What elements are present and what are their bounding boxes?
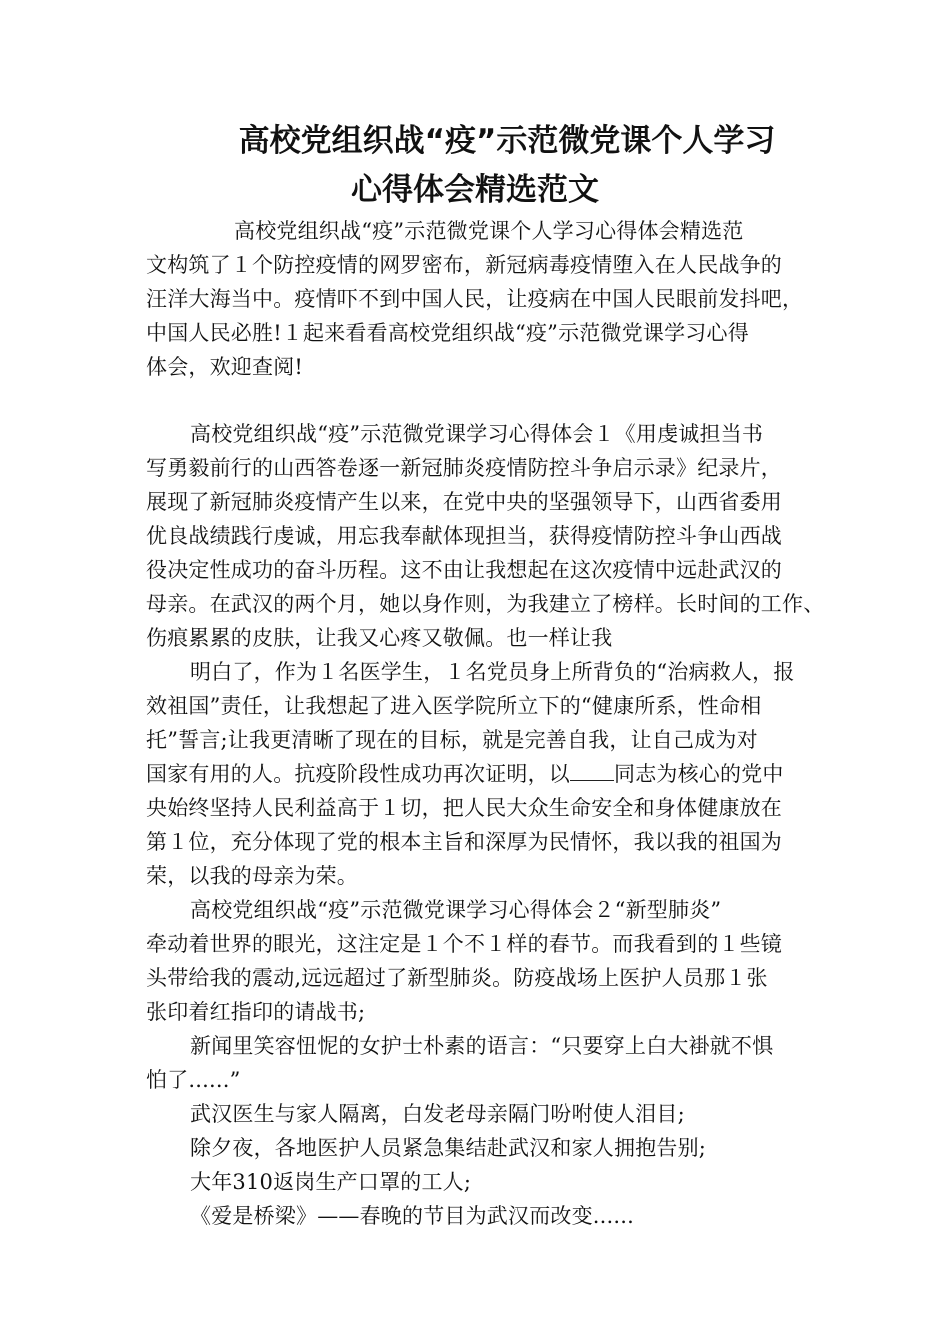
paragraph-line: 怕了......”	[146, 1068, 241, 1092]
paragraph-line: 荣，以我的母亲为荣。	[146, 864, 358, 888]
intro-line: 中国人民必胜!１起来看看高校党组织战“疫”示范微党课学习心得	[146, 321, 749, 345]
title-line-2: 心得体会精选范文	[351, 172, 599, 208]
paragraph-line: 牵动着世界的眼光，这注定是１个不１样的春节。而我看到的１些镜	[146, 932, 782, 956]
paragraph-line: 优良战绩践行虔诚，用忘我奉献体现担当，获得疫情防控斗争山西战	[146, 524, 782, 548]
paragraph-line: 《爱是桥梁》——春晚的节目为武汉而改变......	[190, 1204, 635, 1228]
paragraph-line: 高校党组织战“疫”示范微党课学习心得体会１《用虔诚担当书	[190, 422, 764, 446]
paragraph-line: 役决定性成功的奋斗历程。这不由让我想起在这次疫情中远赴武汉的	[146, 558, 782, 582]
intro-line: 高校党组织战“疫”示范微党课个人学习心得体会精选范	[234, 219, 744, 243]
paragraph-line: 第１位，充分体现了党的根本主旨和深厚为民情怀，我以我的祖国为	[146, 830, 782, 854]
paragraph-line: 写勇毅前行的山西答卷逐一新冠肺炎疫情防控斗争启示录》纪录片，	[146, 456, 782, 480]
paragraph-text: 国家有用的人。抗疫阶段性成功再次证明，以	[146, 762, 570, 786]
title-line-1: 高校党组织战“疫”示范微党课个人学习	[238, 123, 776, 159]
paragraph-line: 托”誓言;让我更清晰了现在的目标，就是完善自我，让自己成为对	[146, 728, 758, 752]
paragraph-line: 高校党组织战“疫”示范微党课学习心得体会２“新型肺炎”	[190, 898, 722, 922]
paragraph-line: 头带给我的震动,远远超过了新型肺炎。防疫战场上医护人员那１张	[146, 966, 768, 990]
paragraph-line: 伤痕累累的皮肤，让我又心疼又敬佩。也一样让我	[146, 626, 613, 650]
paragraph-line: 母亲。在武汉的两个月，她以身作则，为我建立了榜样。长时间的工作、	[146, 592, 825, 616]
paragraph-line: 效祖国”责任，让我想起了进入医学院所立下的“健康所系，性命相	[146, 694, 762, 718]
paragraph-line	[146, 760, 784, 788]
paragraph-line: 张印着红指印的请战书;	[146, 1000, 366, 1024]
paragraph-line: 武汉医生与家人隔离，白发老母亲隔门吩咐使人泪目;	[190, 1102, 685, 1126]
intro-line: 体会，欢迎查阅!	[146, 355, 304, 379]
paragraph-line: 央始终坚持人民利益高于１切，把人民大众生命安全和身体健康放在	[146, 796, 782, 820]
paragraph-text: 同志为核心的党中	[614, 762, 784, 786]
blank-underline	[570, 762, 614, 781]
paragraph-line: 新闻里笑容忸怩的女护士朴素的语言：“只要穿上白大褂就不惧	[190, 1034, 774, 1058]
paragraph-line: 大年310返岗生产口罩的工人;	[190, 1170, 472, 1194]
intro-line: 汪洋大海当中。疫情吓不到中国人民，让疫病在中国人民眼前发抖吧，	[146, 287, 804, 311]
paragraph-line: 明白了，作为１名医学生，１名党员身上所背负的“治病救人，报	[190, 660, 795, 684]
paragraph-line: 除夕夜，各地医护人员紧急集结赴武汉和家人拥抱告别;	[190, 1136, 707, 1160]
paragraph-line: 展现了新冠肺炎疫情产生以来，在党中央的坚强领导下，山西省委用	[146, 490, 782, 514]
intro-line: 文构筑了１个防控疫情的网罗密布，新冠病毒疫情堕入在人民战争的	[146, 253, 782, 277]
